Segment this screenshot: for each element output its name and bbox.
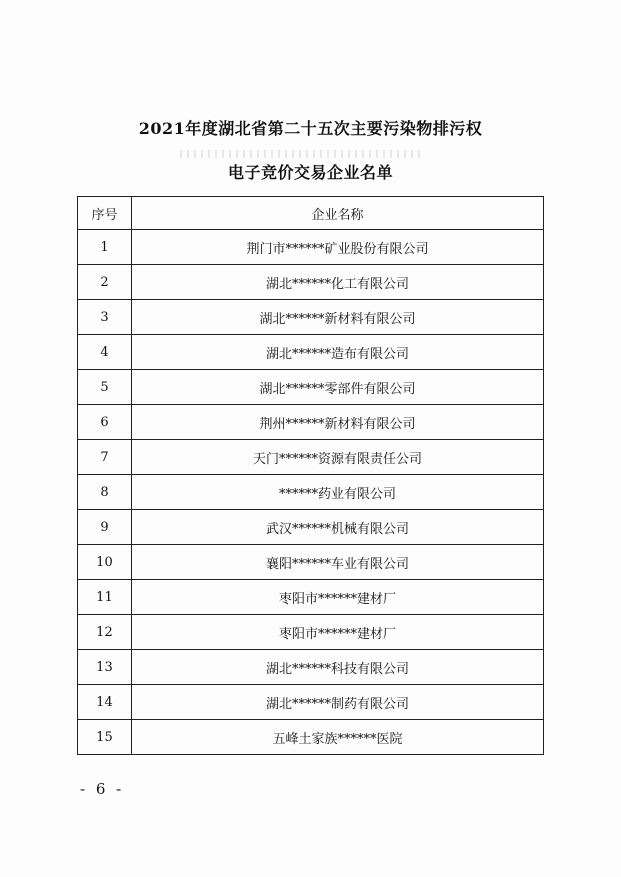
enterprise-table xyxy=(77,196,544,755)
serial-number-cell: 14 xyxy=(78,685,132,720)
enterprise-name-cell: 湖北******新材料有限公司 xyxy=(131,300,543,335)
table-body xyxy=(78,230,544,755)
serial-number-cell: 7 xyxy=(78,440,132,475)
serial-number-cell: 4 xyxy=(78,335,132,370)
enterprise-name-cell: ******药业有限公司 xyxy=(131,475,543,510)
table-row xyxy=(78,475,544,510)
enterprise-name-cell: 荆门市******矿业股份有限公司 xyxy=(131,230,543,265)
serial-number-cell: 3 xyxy=(78,300,132,335)
table-row xyxy=(78,580,544,615)
table-row xyxy=(78,720,544,755)
enterprise-name-cell: 湖北******造布有限公司 xyxy=(131,335,543,370)
table-header-row xyxy=(78,197,544,230)
table-row xyxy=(78,405,544,440)
document-title-line1: 2021年度湖北省第二十五次主要污染物排污权 xyxy=(138,119,483,138)
serial-number-cell: 15 xyxy=(78,720,132,755)
serial-number-cell: 12 xyxy=(78,615,132,650)
serial-number-cell: 5 xyxy=(78,370,132,405)
table-row xyxy=(78,650,544,685)
serial-number-cell: 10 xyxy=(78,545,132,580)
enterprise-name-cell: 湖北******零部件有限公司 xyxy=(131,370,543,405)
table-row xyxy=(78,265,544,300)
page-number: - 6 - xyxy=(80,780,125,798)
table-row xyxy=(78,615,544,650)
enterprise-name-cell: 五峰土家族******医院 xyxy=(131,720,543,755)
table-row xyxy=(78,370,544,405)
serial-number-cell: 8 xyxy=(78,475,132,510)
table-row xyxy=(78,510,544,545)
serial-number-cell: 11 xyxy=(78,580,132,615)
enterprise-name-cell: 枣阳市******建材厂 xyxy=(131,615,543,650)
scan-artifact xyxy=(180,150,420,158)
enterprise-name-cell: 襄阳******车业有限公司 xyxy=(131,545,543,580)
serial-number-cell: 13 xyxy=(78,650,132,685)
table-row xyxy=(78,230,544,265)
serial-number-cell: 6 xyxy=(78,405,132,440)
enterprise-name-cell: 天门******资源有限责任公司 xyxy=(131,440,543,475)
document-title-line2: 电子竞价交易企业名单 xyxy=(227,163,393,182)
table-row xyxy=(78,685,544,720)
enterprise-name-cell: 荆州******新材料有限公司 xyxy=(131,405,543,440)
enterprise-name-cell: 枣阳市******建材厂 xyxy=(131,580,543,615)
table-row xyxy=(78,545,544,580)
table-row xyxy=(78,300,544,335)
enterprise-name-cell: 湖北******科技有限公司 xyxy=(131,650,543,685)
enterprise-name-cell: 湖北******制药有限公司 xyxy=(131,685,543,720)
header-enterprise-name: 企业名称 xyxy=(131,197,543,230)
serial-number-cell: 1 xyxy=(78,230,132,265)
serial-number-cell: 2 xyxy=(78,265,132,300)
enterprise-name-cell: 湖北******化工有限公司 xyxy=(131,265,543,300)
serial-number-cell: 9 xyxy=(78,510,132,545)
table-row xyxy=(78,335,544,370)
table-row xyxy=(78,440,544,475)
enterprise-name-cell: 武汉******机械有限公司 xyxy=(131,510,543,545)
header-serial-number: 序号 xyxy=(78,197,132,230)
